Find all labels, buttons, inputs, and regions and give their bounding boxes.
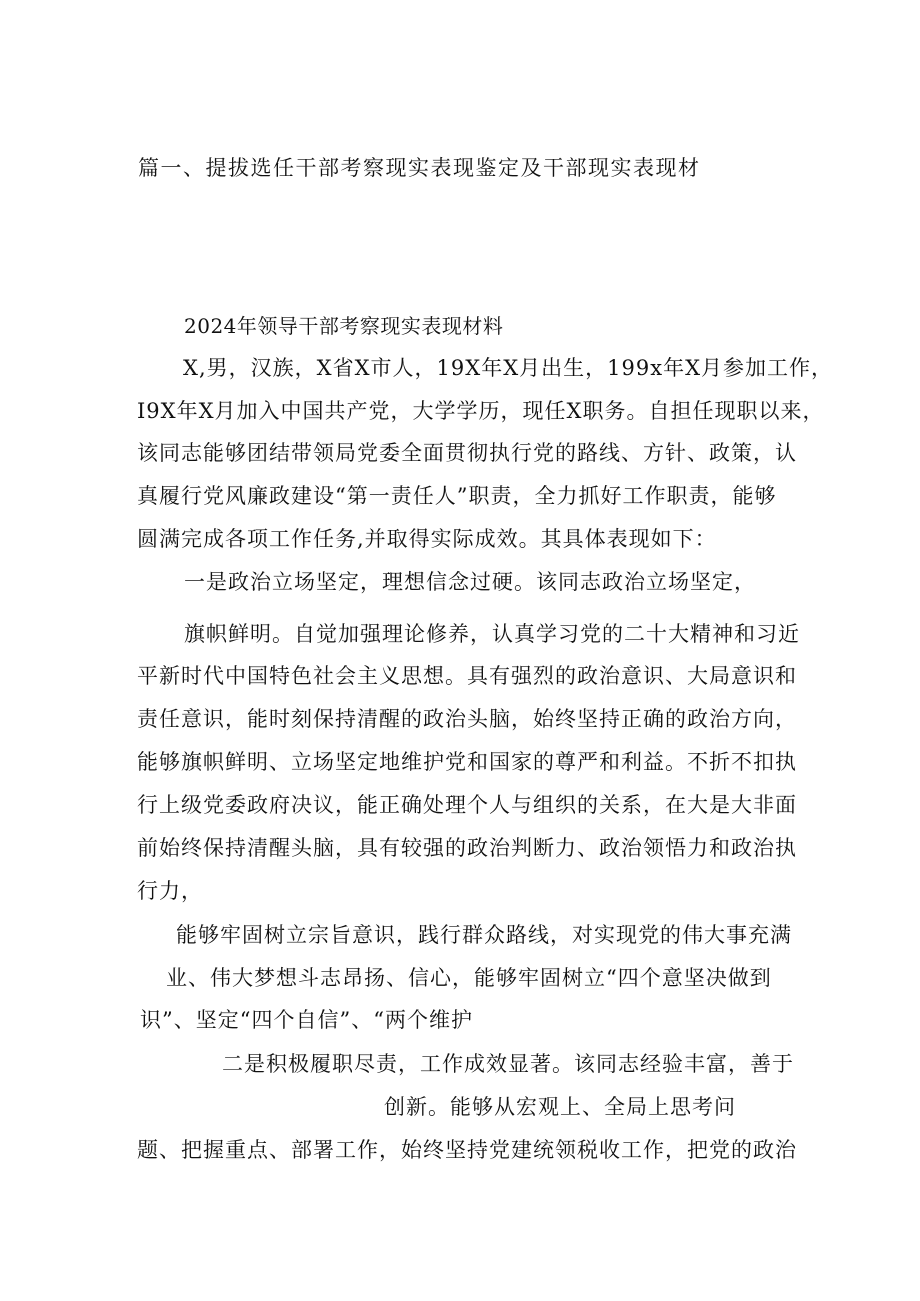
section1-line-1: 一是政治立场坚定，理想信念过硬。该同志政治立场坚定， bbox=[184, 570, 756, 594]
section2-line-3: 题、把握重点、部署工作，始终坚持党建统领税收工作，把党的政治 bbox=[137, 1138, 797, 1162]
document-heading: 篇一、提拔选任干部考察现实表现鉴定及干部现实表现材 bbox=[138, 156, 701, 180]
section2-line-2: 创新。能够从宏观上、全局上思考问 bbox=[384, 1095, 736, 1119]
intro-line-3: 该同志能够团结带领局党委全面贯彻执行党的路线、方针、政策，认 bbox=[137, 441, 797, 465]
section1-line-11: 识”、坚定“四个自信”、“两个维护 bbox=[140, 1008, 473, 1032]
document-subtitle: 2024年领导干部考察现实表现材料 bbox=[184, 314, 504, 338]
section1-line-3: 平新时代中国特色社会主义思想。具有强烈的政治意识、大局意识和 bbox=[137, 664, 797, 688]
section1-line-8: 行力， bbox=[137, 879, 203, 903]
intro-line-4: 真履行党风廉政建设“第一责任人”职责，全力抓好工作职责，能够 bbox=[137, 484, 777, 508]
intro-line-5: 圆满完成各项工作任务,并取得实际成效。其具体表现如下： bbox=[137, 527, 717, 551]
intro-line-2: I9X年X月加入中国共产党，大学学历，现任X职务。自担任现职以来， bbox=[137, 399, 825, 423]
section1-line-2: 旗帜鲜明。自觉加强理论修养，认真学习党的二十大精神和习近 bbox=[184, 622, 800, 646]
section2-line-1: 二是积极履职尽责，工作成效显著。该同志经验丰富，善于 bbox=[222, 1052, 794, 1076]
section1-line-5: 能够旗帜鲜明、立场坚定地维护党和国家的尊严和利益。不折不扣执 bbox=[137, 750, 797, 774]
section1-line-7: 前始终保持清醒头脑，具有较强的政治判断力、政治领悟力和政治执 bbox=[137, 836, 797, 860]
section1-line-9: 能够牢固树立宗旨意识，践行群众路线，对实现党的伟大事充满 bbox=[176, 923, 792, 947]
section1-line-10: 业、伟大梦想斗志昂扬、信心，能够牢固树立“四个意坚决做到 bbox=[166, 966, 772, 990]
intro-line-1: X,男，汉族，X省X市人，19X年X月出生，199x年X月参加工作， bbox=[183, 356, 834, 380]
section1-line-6: 行上级党委政府决议，能正确处理个人与组织的关系，在大是大非面 bbox=[137, 793, 797, 817]
section1-line-4: 责任意识，能时刻保持清醒的政治头脑，始终坚持正确的政治方向， bbox=[137, 707, 797, 731]
